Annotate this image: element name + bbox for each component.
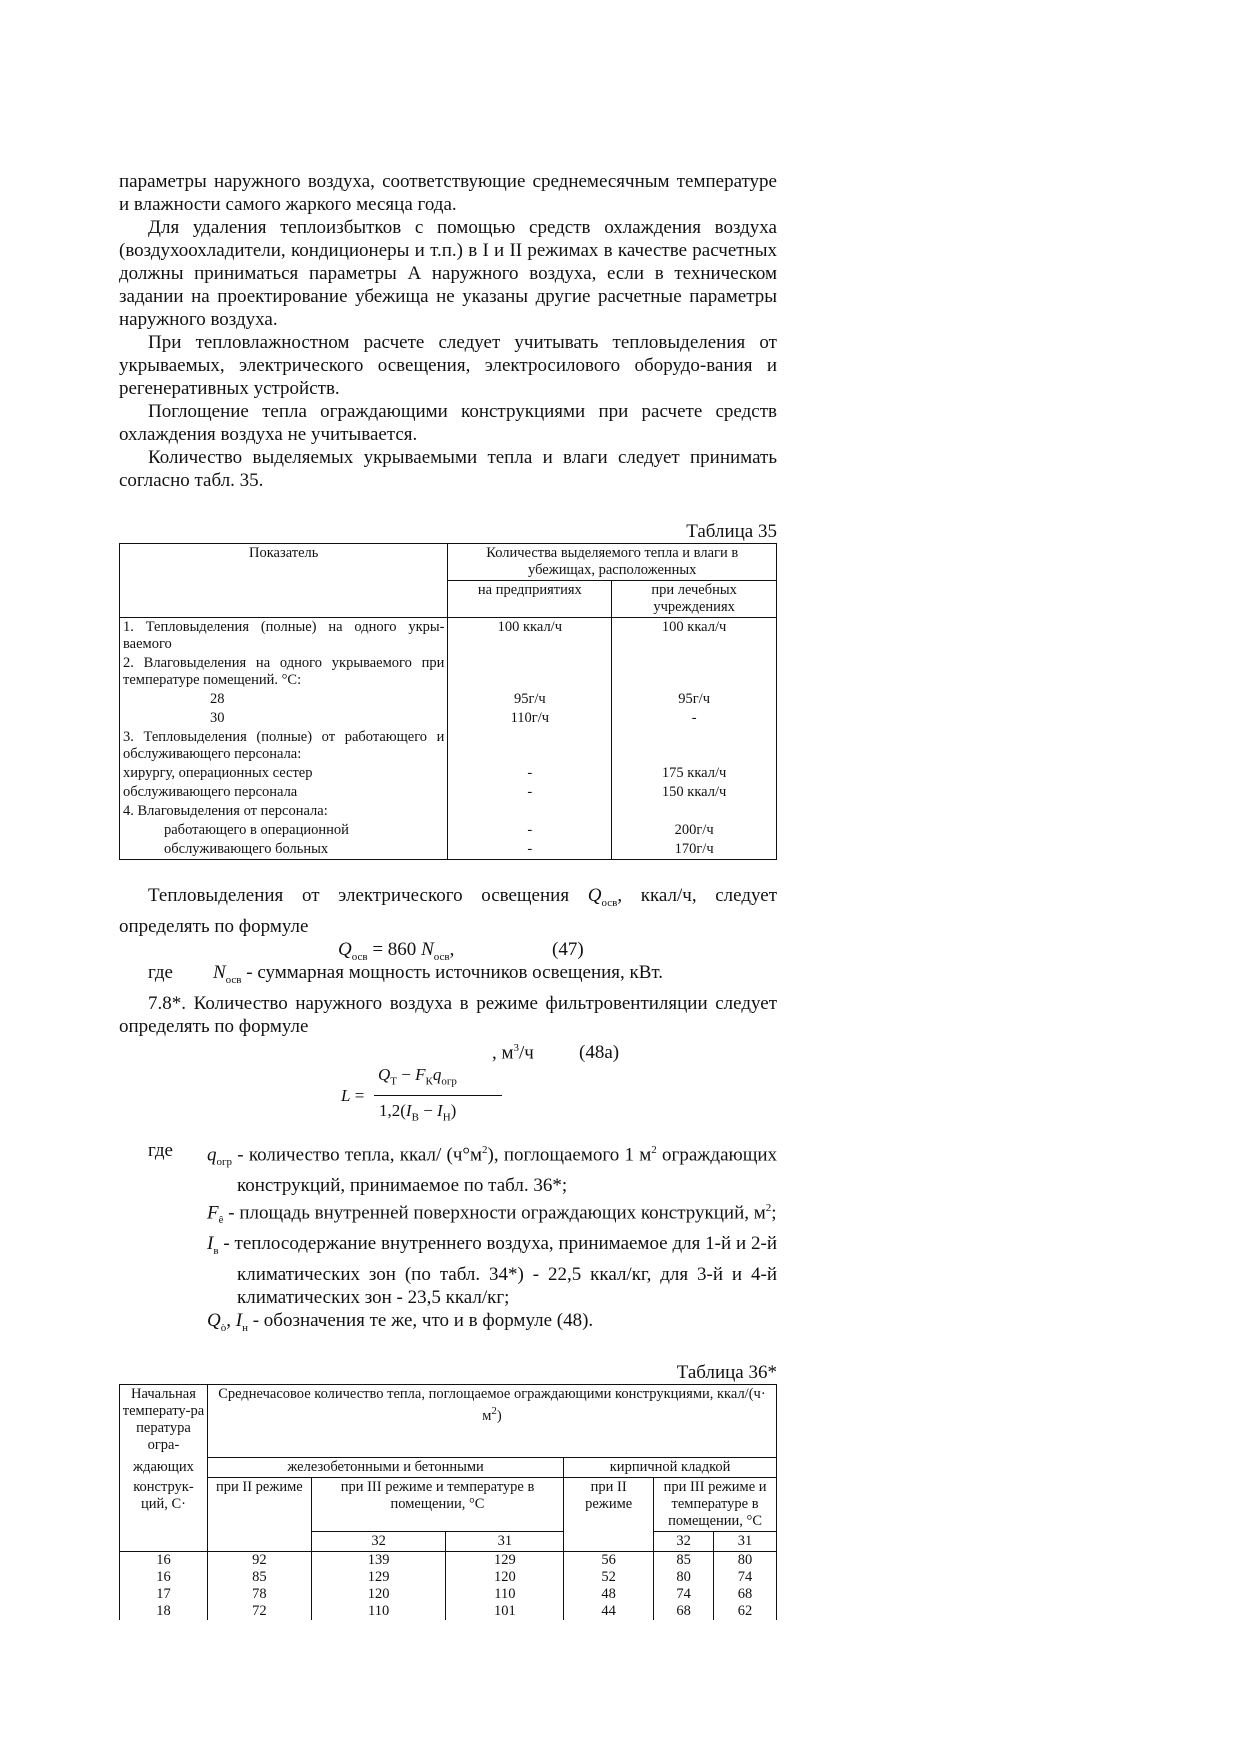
table-36-header-group: Среднечасовое количество тепла, поглощаемое ограждающими конструкциями, ккал/(ч· $м^2$) <box>218 1386 766 1425</box>
table-row <box>120 1552 777 1570</box>
formula-48a-number: (48а) <box>579 1041 620 1063</box>
table-cell: 18 <box>120 1603 208 1620</box>
table-cell: 56 <box>564 1552 654 1570</box>
table-35-header-col1: на предприятиях <box>448 581 612 618</box>
paragraph-7: 7.8*. Количество наружного воздуха в режиме фильтровентиляции следует определять по формуле <box>119 992 777 1037</box>
paragraph-4: Поглощение тепла ограждающими конструкциями при расчете средств охлаждения воздуха не учитывается. <box>119 401 777 445</box>
where-48-f: $F_ê$ - площадь внутренней поверхности ограждающих конструкций, $м^2$; <box>207 1201 777 1226</box>
table-cell: 120 <box>311 1586 446 1603</box>
table-cell: 68 <box>654 1603 714 1620</box>
table-36-caption: Таблица 36* <box>676 1362 777 1384</box>
table-cell: 48 <box>564 1586 654 1603</box>
table-cell: 16 <box>120 1569 208 1586</box>
table-row <box>120 1603 777 1620</box>
table-row: обслуживающего персонала - 150 ккал/ч <box>120 783 777 802</box>
table-row: 1. Тепловыделения (полные) на одного укры-ваемого 100 ккал/ч 100 ккал/ч <box>120 618 777 655</box>
formula-47: $Q_{осв} = 860$ $N_{осв}$, (47) <box>338 938 584 963</box>
table-cell: 74 <box>737 1569 753 1586</box>
table-cell: 139 <box>311 1552 446 1570</box>
table-row <box>120 1569 777 1586</box>
table-row <box>120 1586 777 1603</box>
table-36-header-iii-1: при III режиме и температуре в помещении, °С <box>311 1478 563 1532</box>
table-cell: 80 <box>737 1552 753 1569</box>
table-35 <box>119 543 777 860</box>
table-cell: 110 <box>311 1603 446 1620</box>
table-36-header-temp: Начальная температу-ра пература огра- <box>120 1385 208 1458</box>
table-cell: 101 <box>446 1603 564 1620</box>
table-row: обслуживающего больных - 170г/ч <box>120 840 777 860</box>
table-35-header-indicator: Показатель <box>120 544 448 618</box>
table-cell: 44 <box>564 1603 654 1620</box>
table-cell: 52 <box>564 1569 654 1586</box>
formula-48a: , $м^3/ч$ (48а) L = $Q_Т - F_Кq_{огр}$ $1,2(I_В - I_Н)$ <box>341 1041 620 1123</box>
table-36: Начальная температу-ра пература огра- Среднечасовое количество тепла, поглощаемое ограждающими конструкциями, ккал/(ч· $м^2$) ждающих железобетонными и бетонными кирпичной кладкой конструк-ций, С· при II режиме при III режиме и температуре в помещении, °С при II режиме при III режиме и температуре в помещении, °С 32 31 32 31 16 92 139 129 56 85 80 16 85 129 120 52 80 74 17 78 120 110 48 74 68 18 72 110 101 44 68 62 <box>119 1384 777 1620</box>
table-cell: 85 <box>207 1569 311 1586</box>
table-35-caption: Таблица 35 <box>686 521 777 542</box>
table-cell: 110 <box>446 1586 564 1603</box>
table-cell: 78 <box>207 1586 311 1603</box>
table-36-header-ii-2: при II режиме <box>564 1478 654 1552</box>
table-cell: 129 <box>446 1552 564 1570</box>
table-cell: 74 <box>654 1586 714 1603</box>
document-page <box>119 170 777 1620</box>
table-35-header-group: Количества выделяемого тепла и влаги в убежищах, расположенных <box>448 544 777 581</box>
where-47: где $N_{осв}$ - суммарная мощность источников освещения, кВт. <box>148 961 664 986</box>
table-cell: 129 <box>311 1569 446 1586</box>
table-row: работающего в операционной - 200г/ч <box>120 821 777 840</box>
table-35-header-col2: при лечебных учреждениях <box>612 581 777 618</box>
table-36-header-ii-1: при II режиме <box>207 1478 311 1552</box>
table-cell: 85 <box>654 1552 714 1570</box>
paragraph-3: При тепловлажностном расчете следует учитывать тепловыделения от укрываемых, электрического освещения, электросилового оборудо-вания и регенеративных устройств. <box>119 332 777 399</box>
table-cell: 16 <box>120 1552 208 1570</box>
where-48-i: $I_в$ - теплосодержание внутреннего воздуха, принимаемое для 1-й и 2-й климатических зон (по табл. 34*) - 22,5 ккал/кг, для 3-й и 4-й климатических зон - 23,5 ккал/кг; <box>207 1232 777 1308</box>
paragraph-5: Количество выделяемых укрываемыми тепла и влаги следует принимать согласно табл. 35. <box>119 447 777 491</box>
table-cell: 92 <box>207 1552 311 1570</box>
table-cell: 17 <box>120 1586 208 1603</box>
table-cell: 120 <box>446 1569 564 1586</box>
table-row: 28 95г/ч 95г/ч <box>120 690 777 709</box>
where-48-q: где $q_{огр}$ - количество тепла, ккал/ $(ч^\circ м^2)$, поглощаемого 1 $м^2$ ограждающих конструкций, принимаемое по табл. 36*; <box>148 1139 778 1196</box>
formula-47-number: (47) <box>552 938 584 960</box>
table-row: 30 110г/ч - <box>120 709 777 728</box>
paragraph-1: параметры наружного воздуха, соответствующие среднемесячным температуре и влажности самого жаркого месяца года. <box>119 171 777 215</box>
table-36-header-iii-2: при III режиме и температуре в помещении, °С <box>654 1478 777 1532</box>
table-row: 3. Тепловыделения (полные) от работающего и обслуживающего персонала: <box>120 728 777 764</box>
table-row: 2. Влаговыделения на одного укрываемого при температуре помещений. °С: <box>120 654 777 690</box>
table-36-header-brick: кирпичной кладкой <box>564 1458 777 1478</box>
table-cell: 62 <box>737 1603 753 1620</box>
paragraph-2: Для удаления теплоизбытков с помощью средств охлаждения воздуха (воздухоохладители, кондиционеры и т.п.) в I и II режимах в качестве расчетных должны приниматься параметры А наружного воздуха, если в техническом задании на проектирование убежища не указаны другие расчетные параметры наружного воздуха. <box>119 217 777 330</box>
table-row: 4. Влаговыделения от персонала: <box>120 802 777 821</box>
table-36-header-rc: железобетонными и бетонными <box>207 1458 563 1478</box>
where-48-q-i: $Q_ò$, $I_н$ - обозначения те же, что и в формуле (48). <box>207 1309 594 1334</box>
table-cell: 72 <box>207 1603 311 1620</box>
table-cell: 68 <box>737 1586 753 1603</box>
table-cell: 80 <box>654 1569 714 1586</box>
table-row: хирургу, операционных сестер - 175 ккал/ч <box>120 764 777 783</box>
paragraph-6: Тепловыделения от электрического освещения $Q_{осв}$, ккал/ч, следует определять по формуле <box>119 885 777 937</box>
